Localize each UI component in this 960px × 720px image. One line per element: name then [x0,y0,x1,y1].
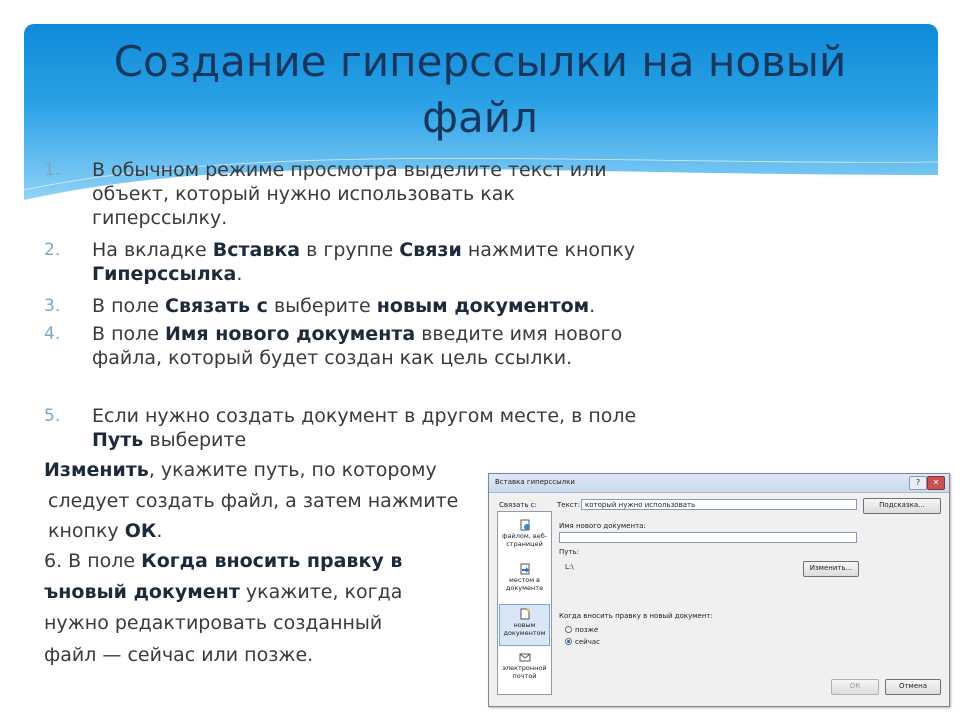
when-to-edit-label: Когда вносить правку в новый документ: [559,612,713,620]
step-text-part: . [236,263,243,285]
text-part: 6. В поле [44,550,142,572]
edit-later-radio[interactable] [565,626,572,633]
step-number: 1. [44,160,61,180]
edit-now-radio[interactable] [565,638,572,645]
place-in-document-icon [519,563,531,575]
step-text-bold: Вставка [212,239,301,261]
text-label: Текст: [557,501,581,509]
step-number: 5. [44,406,61,426]
new-document-icon [519,608,531,620]
step-text [92,158,652,230]
step-text-bold: Связать с [165,295,268,317]
step-text-bold: Имя нового документа [165,323,416,345]
step-6-line-2 [44,580,402,604]
text-bold: Когда вносить правку в [141,550,403,572]
panel-item-label: новым документом [503,621,546,637]
step-number: 4. [44,324,61,344]
path-label: Путь: [559,548,579,556]
text-part: . [156,520,163,542]
ok-button[interactable]: ОК [831,679,879,695]
step-number: 2. [44,240,61,260]
step-text [92,294,652,318]
step-text [92,404,652,452]
step-6-line-1 [44,549,402,573]
link-to-new-document[interactable] [499,604,550,646]
step-number: 3. [44,296,61,316]
screentip-button[interactable]: Подсказка... [863,498,941,514]
close-button[interactable]: ✕ [927,476,945,490]
change-path-button[interactable]: Изменить... [803,561,859,577]
step-text-part: . [589,295,596,317]
link-to-web-page[interactable] [499,516,550,556]
step-text-part: На вкладке [92,239,213,261]
path-value: L:\ [565,563,574,571]
step-text-part: В поле [92,323,165,345]
continuation-line-2: следует создать файл, а затем нажмите [48,490,459,512]
step-text-part: В поле [92,295,165,317]
text-bold: ъновый документ [44,581,240,603]
help-button[interactable]: ? [909,476,927,490]
new-document-name-input[interactable] [559,532,857,543]
panel-item-label: электронной почтой [502,664,547,680]
step-6-line-4: файл — сейчас или позже. [44,644,314,666]
edit-later-label: позже [575,626,599,634]
step-text-part: введите имя нового файла, который будет создан как цель ссылки. [92,323,623,369]
cancel-button[interactable]: Отмена [885,679,941,695]
step-6-line-3: нужно редактировать созданный [44,612,383,634]
step-text-part: выберите [143,429,247,451]
continuation-line-1 [44,458,437,482]
dialog-title: Вставка гиперссылки [495,478,575,486]
link-to-place-in-document[interactable] [499,560,550,600]
text-part: укажите, когда [239,581,403,603]
text-bold: Изменить [44,459,149,481]
step-text-part: Если нужно создать документ в другом месте, в поле [92,405,637,427]
continuation-line-3 [48,519,162,543]
text-part: , укажите путь, по которому [148,459,437,481]
text-bold: ОК [124,520,157,542]
panel-item-label: файлом, веб-страницей [501,532,548,548]
email-icon [519,651,531,663]
dialog-titlebar [489,474,949,493]
page-title: Создание гиперссылки на новый файл [113,37,847,142]
panel-item-label: местом в документе [505,576,544,592]
web-page-icon [519,519,531,531]
insert-hyperlink-dialog [488,473,950,707]
step-text-part: выберите [267,295,377,317]
step-text-bold: новым документом [376,295,590,317]
text-part: кнопку [48,520,125,542]
step-text-part: в группе [300,239,400,261]
link-to-email[interactable] [499,648,550,688]
step-text-bold: Путь [92,429,144,451]
step-text [92,322,652,370]
link-to-label: Связать с: [499,501,537,509]
edit-now-label: сейчас [575,638,600,646]
step-text-bold: Гиперссылка [92,263,237,285]
display-text-input[interactable]: который нужно использовать [581,499,857,510]
step-text [92,238,652,286]
step-text-part: нажмите кнопку [461,239,636,261]
step-text-bold: Связи [399,239,462,261]
step-text-part: В обычном режиме просмотра выделите текст или объект, который нужно использовать как гиперссылку. [92,159,607,229]
new-document-name-label: Имя нового документа: [559,522,646,530]
link-to-panel [497,511,552,695]
